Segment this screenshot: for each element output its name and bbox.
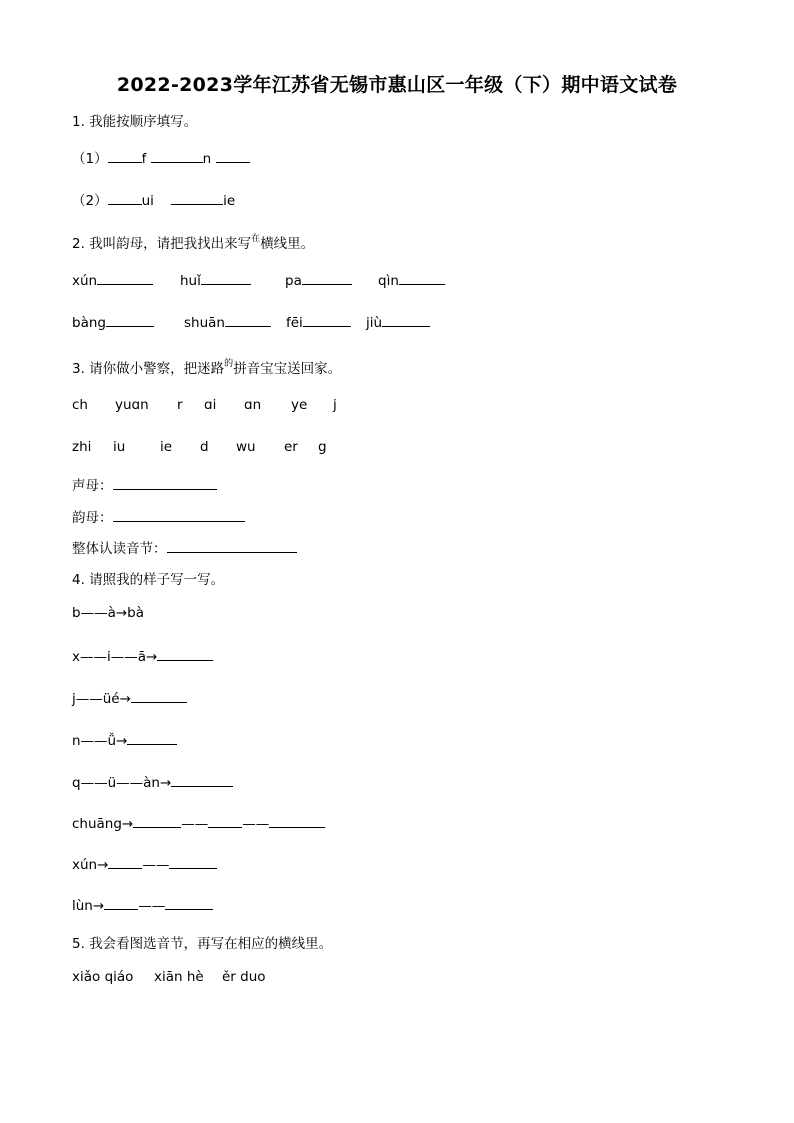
yunmu-label: 韵母： [72,510,113,526]
q4-example: b——à→bà [72,605,144,621]
q4-line: lùn→ —— [72,897,213,914]
q1-row1-label: （1） [72,151,108,167]
blank[interactable] [216,150,250,163]
zhengti-label: 整体认读音节： [72,541,167,557]
pinyin-token: ye [291,397,308,413]
q4-line [72,774,233,791]
pinyin-token: j [333,397,337,413]
q1-row1-a: f [141,151,147,167]
q4-line [72,648,213,665]
q2-item [180,272,251,289]
q4-line: xún→ —— [72,856,217,873]
q4-stem: 4. 请照我的样子写一写。 [72,572,225,588]
spell-prompt: n——ǚ→ [72,733,128,749]
blank[interactable] [303,314,351,327]
syllable: qìn [378,273,399,289]
pinyin-token: r [177,397,183,413]
yunmu-blank[interactable] [113,509,245,522]
blank[interactable] [399,272,445,285]
pinyin-token: yuɑn [115,397,149,413]
syllable-option: xiǎo qiáo [72,969,134,985]
spell-prompt: q——ü——àn→ [72,775,172,791]
q3-stem-sup: 的 [224,359,234,369]
syllable: bàng [72,315,106,331]
syllable: pa [285,273,302,289]
q1-row2 [72,189,235,209]
q2-stem [72,232,314,252]
blank[interactable] [171,192,223,205]
syllable: huǐ [180,273,201,289]
q2-stem-b: 横线里。 [260,236,315,252]
q2-item [366,314,430,331]
blank[interactable] [106,314,154,327]
q1-row1-b: n [202,151,212,167]
blank[interactable] [171,774,233,787]
blank[interactable] [208,815,242,828]
shengmu-label: 声母： [72,478,113,494]
q4-line [72,690,187,707]
q1-row2-a: ui [141,193,154,209]
page-title: 2022-2023学年江苏省无锡市惠山区一年级（下）期中语文试卷 [116,74,678,96]
blank[interactable] [127,732,177,745]
blank[interactable] [133,815,181,828]
q1-row1 [72,147,250,167]
syllable: xún [72,273,98,289]
blank[interactable] [201,272,251,285]
syllable-option: xiān hè [154,969,204,985]
blank[interactable] [165,897,213,910]
pinyin-token: zhi [72,439,92,455]
q1-row2-b: ie [223,193,236,209]
q2-stem-a: 2. 我叫韵母，请把我找出来写 [72,236,252,252]
syllable: jiù [366,315,383,331]
pinyin-token: iu [113,439,126,455]
blank[interactable] [302,272,352,285]
q4-line [72,732,177,749]
spell-prompt: j——üé→ [72,691,131,707]
blank[interactable] [225,314,271,327]
q2-item [72,314,154,331]
q3-stem-b: 拼音宝宝送回家。 [233,361,342,377]
blank[interactable] [269,815,325,828]
pinyin-token: ch [72,397,88,413]
q3-zhengti-row [72,537,297,557]
q4-line: chuāng→ —— —— [72,815,325,832]
q3-yunmu-row [72,506,245,526]
q3-stem-a: 3. 请你做小警察，把迷路 [72,361,225,377]
spell-prompt: chuāng→ [72,816,134,832]
pinyin-token: ie [160,439,173,455]
q2-item [184,314,271,331]
q3-shengmu-row [72,474,217,494]
blank[interactable] [104,897,138,910]
q1-stem: 1. 我能按顺序填写。 [72,114,198,130]
pinyin-token: d [200,439,209,455]
blank[interactable] [108,192,142,205]
syllable-option: ěr duo [222,969,266,985]
syllable: shuān [184,315,225,331]
pinyin-token: g [318,439,327,455]
spell-prompt: x——i——ā→ [72,649,158,665]
blank[interactable] [108,856,142,869]
spell-prompt: lùn→ [72,898,105,914]
q2-item [286,314,351,331]
q5-stem: 5. 我会看图选音节，再写在相应的横线里。 [72,936,333,952]
blank[interactable] [151,150,203,163]
q2-item [72,272,153,289]
q1-row2-label: （2） [72,193,108,209]
blank[interactable] [97,272,153,285]
blank[interactable] [108,150,142,163]
q2-item [378,272,445,289]
blank[interactable] [382,314,430,327]
blank[interactable] [169,856,217,869]
q2-item [285,272,352,289]
blank[interactable] [157,648,213,661]
pinyin-token: ɑi [204,397,217,413]
q2-stem-sup: 在 [251,234,261,244]
zhengti-blank[interactable] [167,540,297,553]
blank[interactable] [131,690,187,703]
pinyin-token: er [284,439,298,455]
pinyin-token: ɑn [244,397,262,413]
pinyin-token: wu [236,439,256,455]
shengmu-blank[interactable] [113,477,217,490]
syllable: fēi [286,315,303,331]
spell-prompt: xún→ [72,857,109,873]
q3-stem [72,357,341,377]
